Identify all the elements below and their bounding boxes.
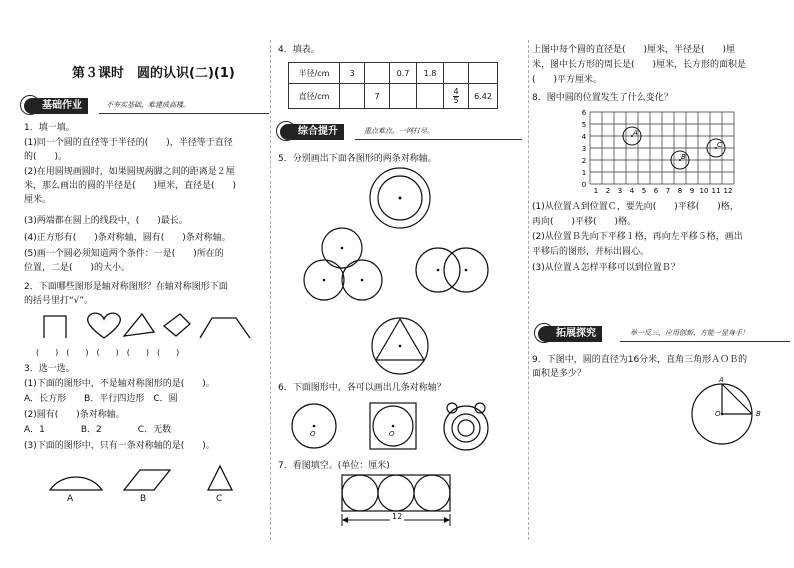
- q7-line: 上图中每个圆的直径是( )厘米，半径是( )厘: [532, 45, 736, 55]
- q1-line: 位置，二是( )的大小。: [24, 263, 131, 273]
- choice-label-b: B: [140, 494, 147, 504]
- q7-head: 7．看图填空。(单位：厘米): [278, 461, 390, 471]
- table-cell: [390, 84, 417, 109]
- q8-line: 再向( )平移( )格。: [532, 217, 637, 227]
- figure-circle: [452, 414, 480, 442]
- shape-triangle: [124, 314, 154, 336]
- q6-figures: [272, 396, 528, 454]
- q4-table: [288, 62, 498, 109]
- q7-line: 米，图中长方形的周长是( )厘米，长方形的面积是: [532, 60, 747, 70]
- q3-line: (2)圆有( )条对称轴。: [24, 410, 125, 420]
- x-tick-label: 5: [641, 187, 647, 195]
- q3-options: A．长方形 B．平行四边形 C．圆: [24, 394, 178, 404]
- circle-center-dot: [341, 247, 344, 250]
- q3-shapes: [44, 458, 254, 498]
- figure-circle: [458, 420, 474, 436]
- section-improve-slogan: 重点难点，一网打尽。: [364, 127, 434, 135]
- q8-line: (1)从位置Ａ到位置Ｃ，要先向( )平移( )格，: [532, 202, 739, 212]
- section-improve: [280, 124, 522, 140]
- q1-line: 厘米。: [24, 195, 52, 205]
- column-left: [0, 0, 270, 568]
- circle-center-dot: [721, 413, 724, 416]
- lesson-title: 第３课时 圆的认识(二)(1): [72, 66, 235, 81]
- x-tick-label: 12: [723, 187, 733, 195]
- q3-options: A．1 B．2 C．无数: [24, 425, 172, 435]
- table-cell: [469, 63, 498, 84]
- q8-head: 8．图中圆的位置发生了什么变化？: [532, 93, 673, 103]
- shape-parallelogram: [124, 470, 170, 490]
- x-tick-label: 1: [593, 187, 599, 195]
- q7-length-label: 12: [392, 512, 403, 521]
- q9-line: 面积是多少？: [532, 369, 587, 379]
- circle-label: A: [633, 129, 638, 137]
- section-explore: [538, 326, 790, 342]
- x-tick-label: 10: [699, 187, 709, 195]
- q7-line: ( )平方厘米。: [532, 75, 603, 85]
- circle-center-dot: [392, 425, 395, 428]
- table-cell: 1.8: [417, 63, 444, 84]
- q5-head: 5．分别画出下面各图形的两条对称轴。: [278, 154, 437, 164]
- x-tick-label: 7: [665, 187, 671, 195]
- q7-figure: [272, 474, 528, 530]
- shape-equilateral: [208, 466, 232, 490]
- table-cell: 0.7: [390, 63, 417, 84]
- q9-line: 9．下图中，圆的直径为16分米，直角三角形ＡＯＢ的: [532, 355, 748, 365]
- column-divider: [270, 40, 271, 540]
- y-tick-label: 4: [581, 133, 587, 141]
- shape-door: [44, 316, 66, 338]
- section-improve-label: 综合提升: [280, 124, 344, 140]
- column-right: [530, 0, 794, 568]
- q5-figures: [272, 166, 528, 378]
- y-tick-label: 6: [581, 110, 587, 117]
- y-tick-label: 0: [581, 181, 587, 189]
- arrow-right-icon: [444, 517, 450, 523]
- x-tick-label: 8: [677, 187, 683, 195]
- point-label-a: A: [719, 376, 724, 384]
- figure-circle: [378, 475, 414, 511]
- arrow-left-icon: [342, 517, 348, 523]
- section-rule: [355, 139, 522, 140]
- circle-center-dot: [399, 345, 402, 348]
- q3-head: 3．选一选。: [24, 364, 75, 374]
- y-tick-label: 5: [581, 121, 587, 129]
- q8-line: 平移后的图形，并标出圆心。: [532, 247, 650, 257]
- table-cell: [417, 84, 444, 109]
- figure-rectangle: [342, 475, 450, 511]
- circle-label: C: [717, 141, 722, 149]
- x-tick-label: 3: [617, 187, 623, 195]
- fraction-denominator: 5: [453, 95, 459, 105]
- table-cell: [444, 63, 469, 84]
- q2-shapes: [24, 310, 264, 340]
- table-cell: 7: [365, 84, 390, 109]
- q2-line: 的括号里打“√”。: [24, 296, 94, 306]
- fraction: [453, 88, 458, 105]
- q1-line: (4)正方形有( )条对称轴，圆有( )条对称轴。: [24, 233, 231, 243]
- q8-line: (2)从位置Ｂ先向下平移１格，再向左平移５格，画出: [532, 232, 743, 242]
- section-rule: [620, 341, 790, 342]
- q3-line: (3)下面的图形中，只有一条对称轴的是( )。: [24, 441, 215, 451]
- figure-circle: [342, 475, 378, 511]
- q6-head: 6．下面图形中，各可以画出几条对称轴？: [278, 383, 446, 393]
- q1-line: (1)同一个圆的直径等于半径的( )，半径等于直径: [24, 138, 233, 148]
- shape-trapezoid: [200, 318, 250, 338]
- y-tick-label: 2: [581, 157, 587, 165]
- q2-brackets: ( ) ( ) ( ) ( ) ( ): [36, 348, 180, 357]
- section-explore-slogan: 举一反三，应用创新，方能一显身手！: [630, 329, 749, 337]
- q8-grid: [570, 110, 770, 196]
- shape-kite: [164, 314, 190, 336]
- circle-label: B: [681, 153, 686, 161]
- section-basic: [24, 98, 269, 114]
- section-rule: [99, 113, 269, 114]
- q2-line: 2．下面哪些图形是轴对称图形？在轴对称图形下面: [24, 282, 228, 292]
- q1-line: (2)在用圆规画圆时，如果圆规两脚之间的距离是２厘: [24, 167, 235, 177]
- column-middle: [272, 0, 528, 568]
- x-tick-label: 9: [689, 187, 695, 195]
- section-basic-label: 基础作业: [24, 98, 88, 114]
- choice-label-c: C: [216, 494, 223, 504]
- q1-line: (3)两端都在圆上的线段中，( )最长。: [24, 216, 188, 226]
- y-tick-label: 1: [581, 169, 587, 177]
- point-label-o: O: [715, 410, 721, 418]
- x-tick-label: 2: [605, 187, 611, 195]
- table-row: [289, 63, 498, 84]
- q1-line: 米，那么画出的圆的半径是( )厘米，直径是( ): [24, 181, 237, 191]
- q8-line: (3)从位置Ａ怎样平移可以到位置Ｂ？: [532, 263, 680, 273]
- q4-head: 4．填表。: [278, 45, 320, 55]
- q3-line: (1)下面的图形中，不是轴对称图形的是( )。: [24, 379, 215, 389]
- inscribed-triangle: [376, 319, 424, 360]
- table-row: [289, 84, 498, 109]
- q1-head: 1．填一填。: [24, 123, 75, 133]
- circle-center-dot: [313, 425, 316, 428]
- circle-center-dot: [323, 279, 326, 282]
- choice-label-a: A: [67, 494, 74, 504]
- shape-semicircle: [50, 477, 102, 490]
- q1-line: (5)画一个圆必须知道两个条件：一是( )所在的: [24, 249, 224, 259]
- q9-figure: [688, 380, 778, 460]
- table-cell: [444, 84, 469, 109]
- center-label-o: O: [389, 430, 395, 438]
- q1-line: 的( )。: [24, 152, 68, 162]
- x-tick-label: 6: [653, 187, 659, 195]
- circle-center-dot: [361, 279, 364, 282]
- x-tick-label: 4: [629, 187, 635, 195]
- table-cell: 半径/cm: [289, 63, 340, 84]
- x-tick-label: 11: [711, 187, 721, 195]
- section-explore-label: 拓展探究: [538, 326, 602, 342]
- circle-center-dot: [399, 197, 402, 200]
- point-label-b: B: [756, 410, 761, 418]
- figure-circle: [414, 475, 450, 511]
- circle-center-dot: [465, 269, 468, 272]
- column-divider: [528, 40, 529, 540]
- y-tick-label: 3: [581, 145, 587, 153]
- table-cell: [365, 63, 390, 84]
- fraction-numerator: 4: [453, 86, 459, 96]
- table-cell: [340, 84, 365, 109]
- section-basic-slogan: 不夯实基础，难建成高楼。: [106, 101, 190, 109]
- shape-heart: [88, 313, 121, 338]
- table-cell: 3: [340, 63, 365, 84]
- table-cell: 6.42: [469, 84, 498, 109]
- table-cell: 直径/cm: [289, 84, 340, 109]
- center-label-o: O: [310, 430, 316, 438]
- circle-center-dot: [437, 269, 440, 272]
